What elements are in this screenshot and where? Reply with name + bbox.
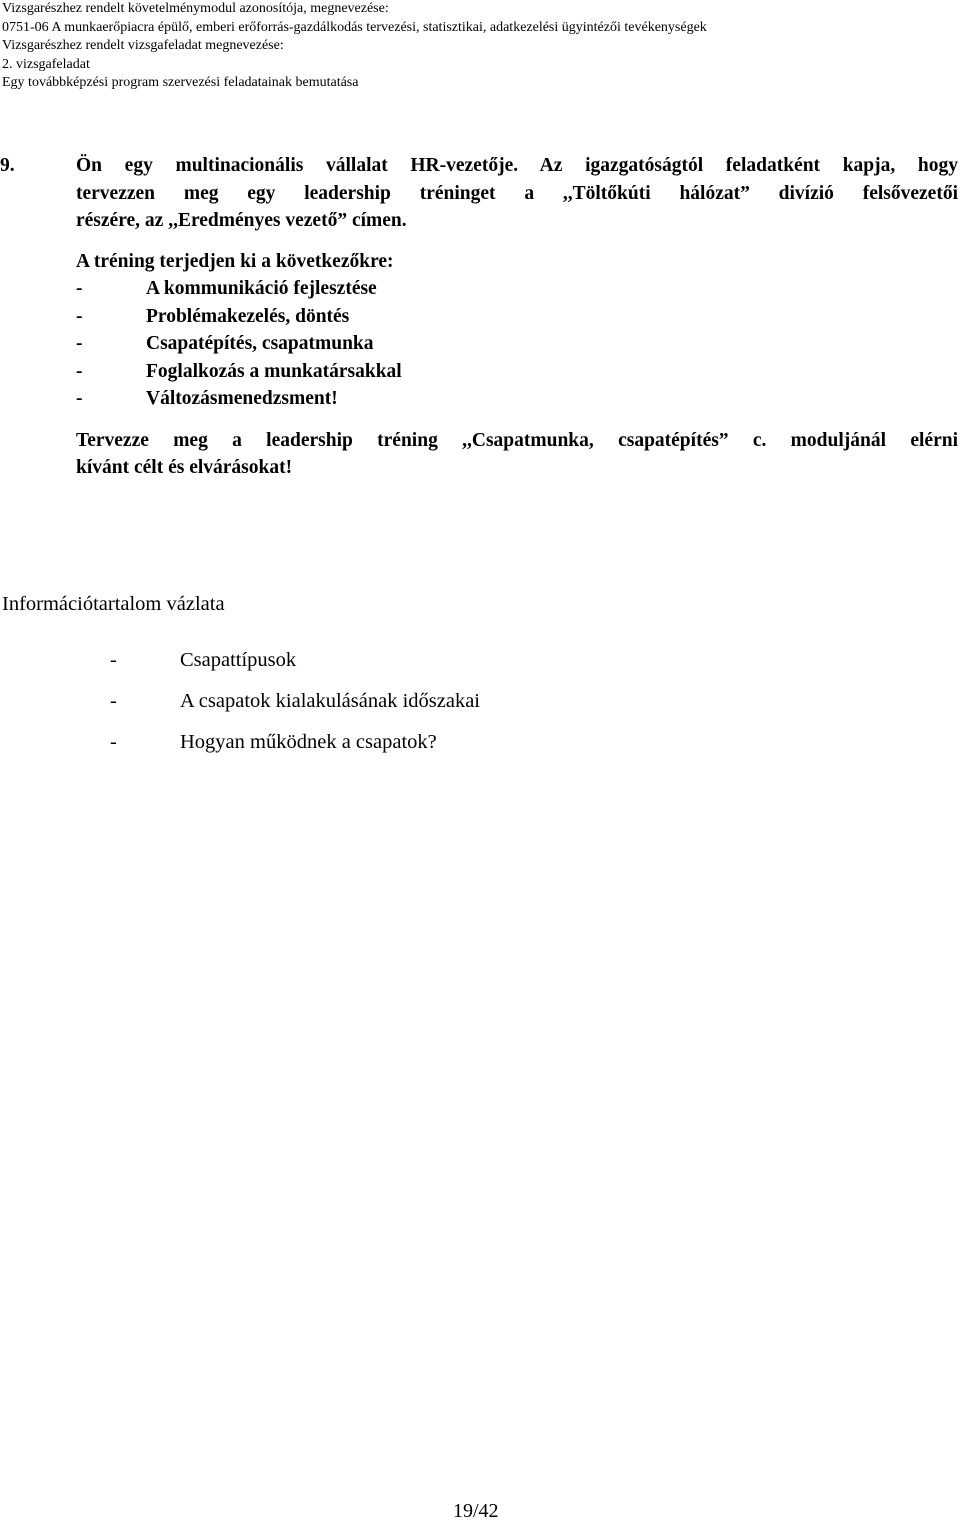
- topic-text: Foglalkozás a munkatársakkal: [146, 360, 402, 382]
- list-dash: -: [76, 388, 83, 409]
- task-description-line: tervezzen meg egy leadership tréninget a ,,Töltőkúti hálózat” divízió felsővezetői: [76, 182, 958, 204]
- list-dash: -: [76, 333, 83, 354]
- list-item: [76, 303, 958, 331]
- header-task-number: 2. vizsgafeladat: [2, 56, 90, 72]
- topics-list: [76, 275, 958, 413]
- info-title: Információtartalom vázlata: [2, 593, 225, 615]
- topic-text: Változásmenedzsment!: [146, 388, 338, 409]
- list-item: [110, 687, 480, 728]
- header-module-name: 0751-06 A munkaerőpiacra épülő, emberi erőforrás-gazdálkodás tervezési, statisztikai, adatkezelési ügyintézői tevékenységek: [2, 19, 707, 35]
- list-dash: -: [76, 360, 83, 382]
- list-dash: -: [110, 731, 117, 753]
- task-description-line: Ön egy multinacionális vállalat HR-vezetője. Az igazgatóságtól feladatként kapja, hogy: [76, 155, 958, 176]
- task-instruction-line: Tervezze meg a leadership tréning ,,Csapatmunka, csapatépítés” c. moduljánál elérni: [76, 429, 958, 451]
- list-item: [76, 385, 958, 413]
- info-item-text: Csapattípusok: [180, 649, 297, 671]
- topic-text: Csapatépítés, csapatmunka: [146, 333, 374, 354]
- list-item: [76, 358, 958, 386]
- list-dash: -: [110, 690, 117, 712]
- list-item: [110, 728, 480, 769]
- info-list: [110, 646, 480, 769]
- info-item-text: Hogyan működnek a csapatok?: [180, 731, 437, 753]
- task-body: [76, 152, 958, 482]
- task-instruction: [76, 427, 958, 482]
- list-item: [110, 646, 480, 687]
- task-description: [76, 152, 958, 235]
- list-dash: -: [110, 649, 117, 671]
- topics-intro: A tréning terjedjen ki a következőkre:: [76, 250, 394, 272]
- topic-text: A kommunikáció fejlesztése: [146, 278, 377, 299]
- info-item-text: A csapatok kialakulásának időszakai: [180, 690, 480, 712]
- list-item: [76, 275, 958, 303]
- list-dash: -: [76, 305, 83, 327]
- header-task-label: Vizsgarészhez rendelt vizsgafeladat megnevezése:: [2, 38, 284, 53]
- header-task-name: Egy továbbképzési program szervezési feladatainak bemutatása: [2, 75, 359, 90]
- list-item: [76, 330, 958, 358]
- task-number: 9.: [0, 155, 15, 176]
- page-number: 19/42: [453, 1500, 499, 1522]
- header-module-label: Vizsgarészhez rendelt követelménymodul azonosítója, megnevezése:: [2, 1, 389, 16]
- task-instruction-line: kívánt célt és elvárásokat!: [76, 457, 293, 478]
- list-dash: -: [76, 278, 83, 299]
- task-description-line: részére, az ,,Eredményes vezető” címen.: [76, 210, 407, 231]
- topic-text: Problémakezelés, döntés: [146, 305, 350, 327]
- document-header: [2, 0, 952, 93]
